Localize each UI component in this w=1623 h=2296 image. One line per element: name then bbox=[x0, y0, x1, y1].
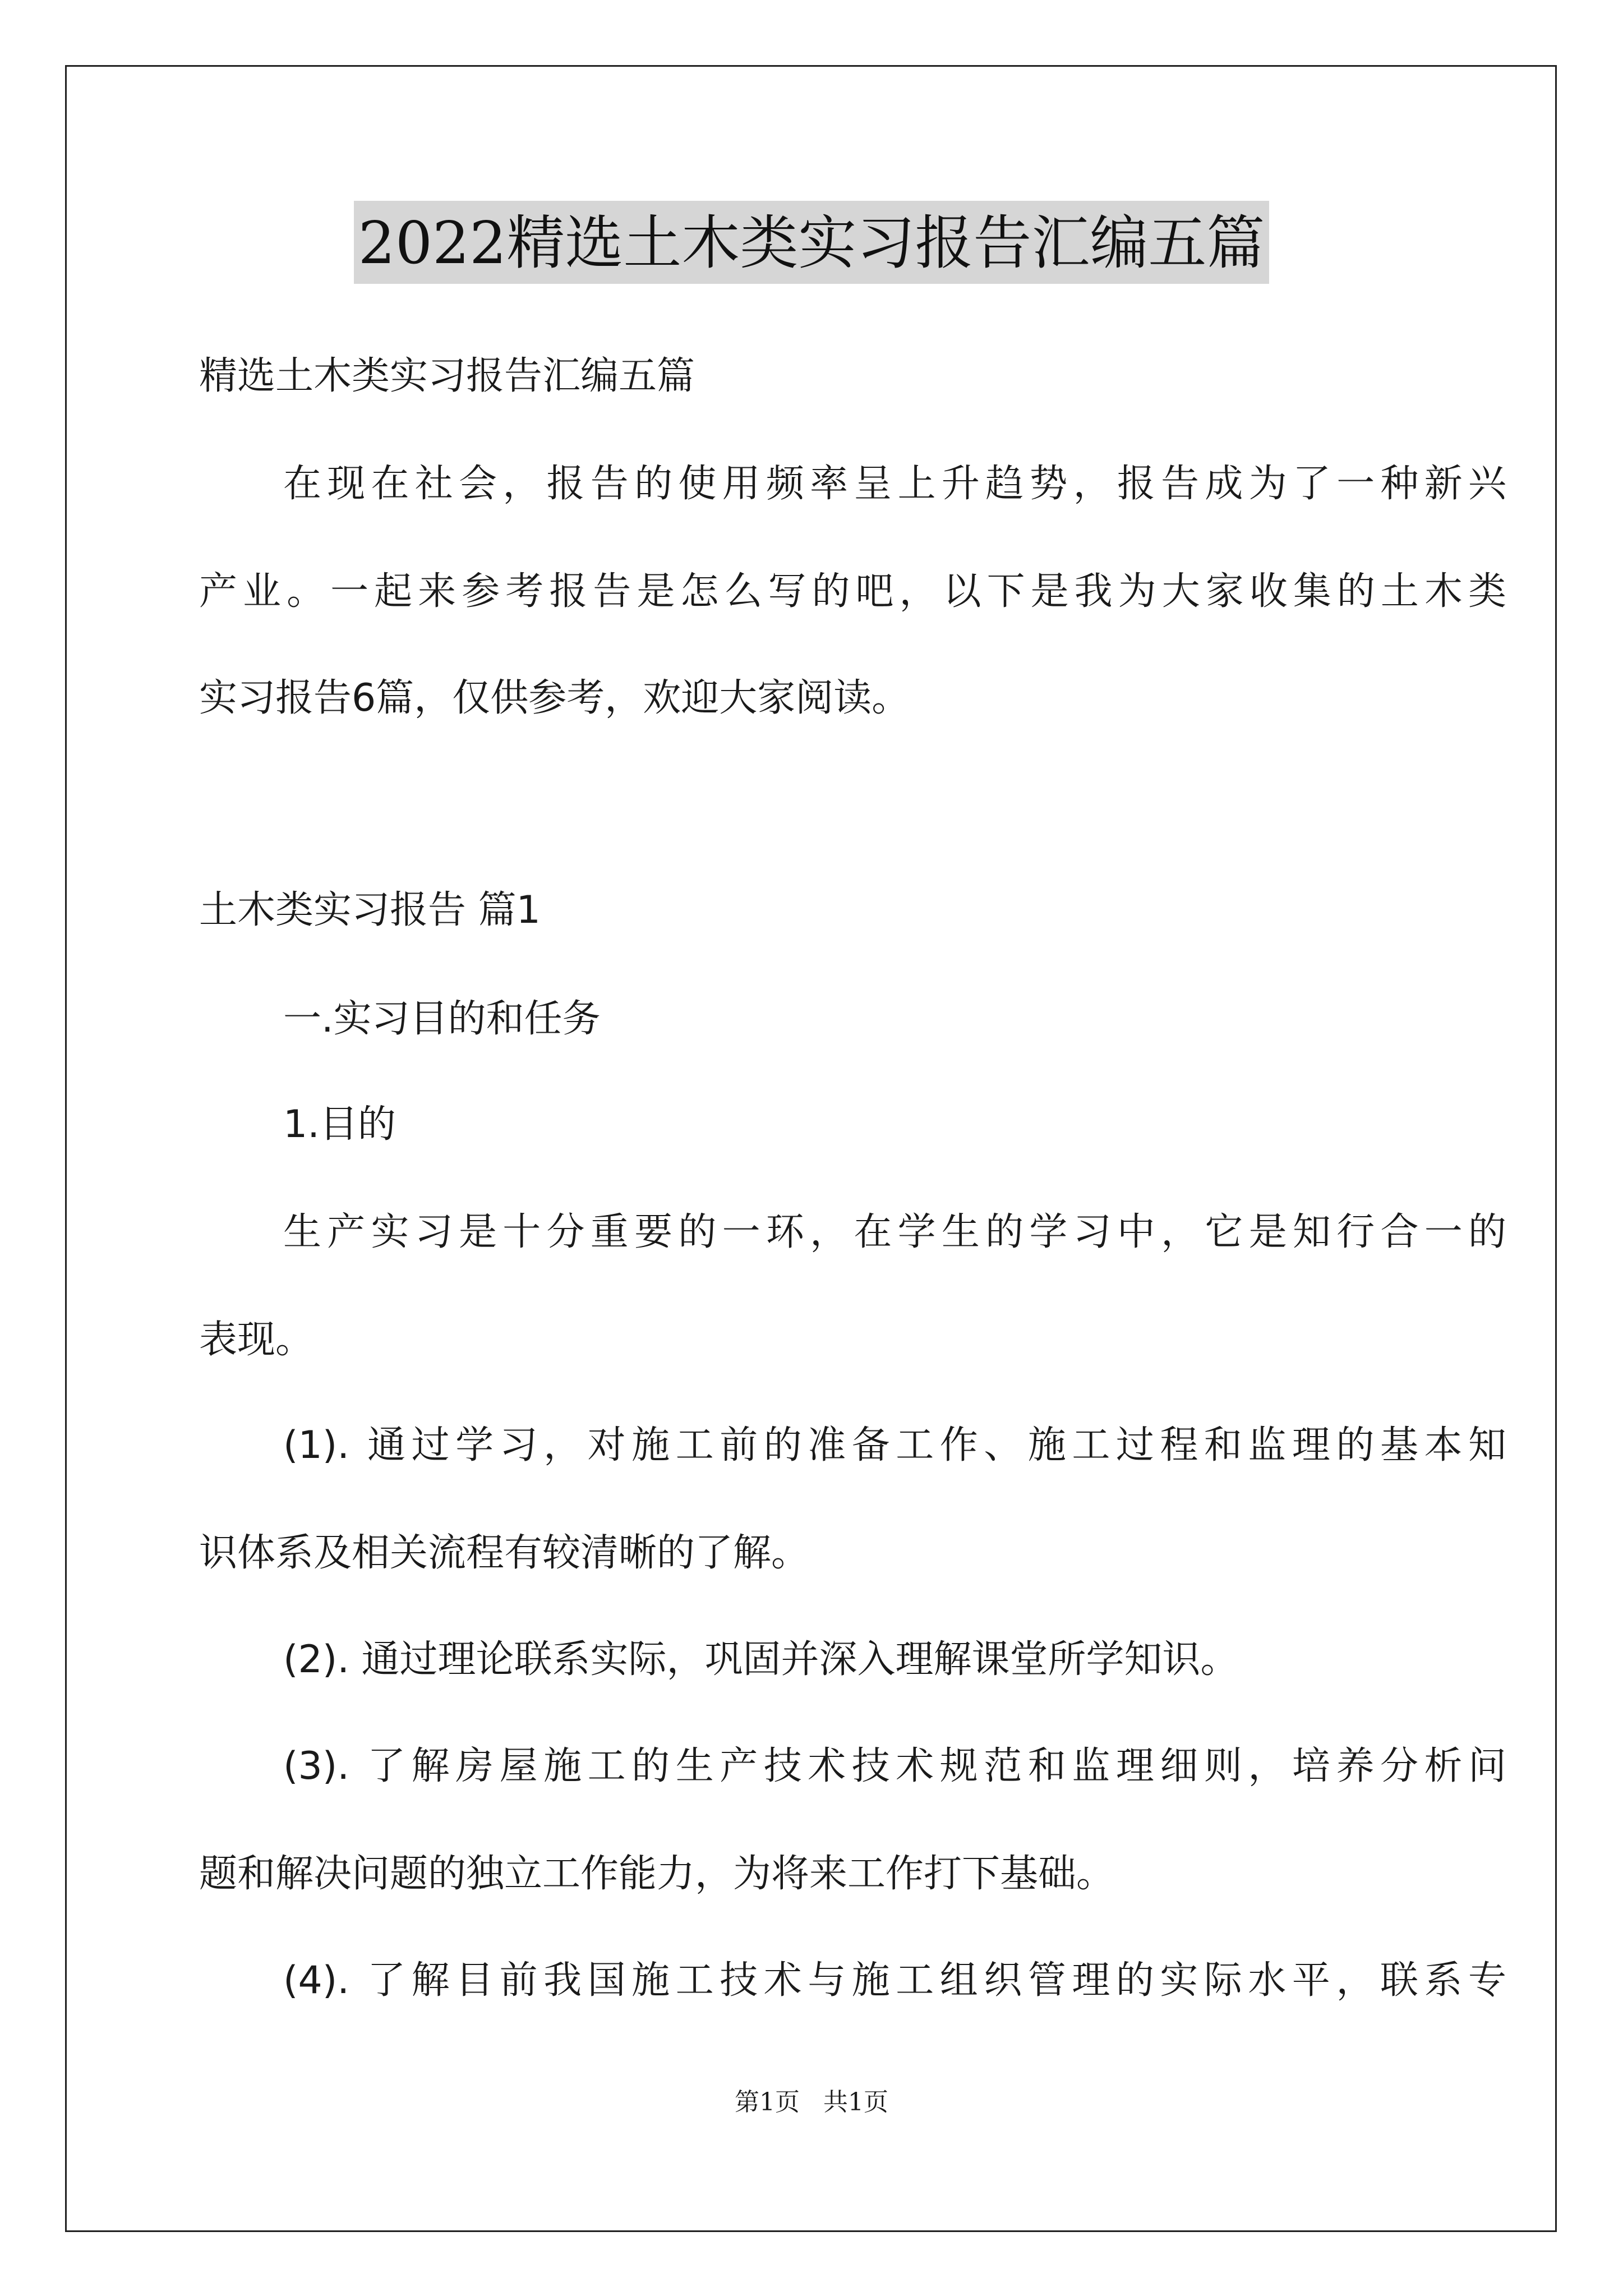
intro-line-3: 实习报告6篇，仅供参考，欢迎大家阅读。 bbox=[199, 676, 910, 720]
outline-heading: 一.实习目的和任务 bbox=[283, 997, 601, 1041]
document-title: 2022精选土木类实习报告汇编五篇 bbox=[354, 201, 1270, 284]
body-line-1: 生产实习是十分重要的一环，在学生的学习中，它是知行合一的 bbox=[283, 1210, 1506, 1254]
body-line-2: 表现。 bbox=[199, 1318, 314, 1362]
sub-heading: 1.目的 bbox=[283, 1102, 396, 1147]
section-heading: 土木类实习报告 篇1 bbox=[199, 888, 541, 932]
body-line-4: 识体系及相关流程有较清晰的了解。 bbox=[199, 1531, 810, 1575]
body-line-3: (1). 通过学习，对施工前的准备工作、施工过程和监理的基本知 bbox=[283, 1423, 1506, 1467]
document-subtitle: 精选土木类实习报告汇编五篇 bbox=[199, 354, 695, 398]
body-line-7: 题和解决问题的独立工作能力，为将来工作打下基础。 bbox=[199, 1852, 1115, 1896]
intro-line-1: 在现在社会，报告的使用频率呈上升趋势，报告成为了一种新兴 bbox=[283, 462, 1506, 506]
body-line-8: (4). 了解目前我国施工技术与施工组织管理的实际水平，联系专 bbox=[283, 1958, 1506, 2003]
intro-line-2: 产业。一起来参考报告是怎么写的吧，以下是我为大家收集的土木类 bbox=[199, 569, 1506, 614]
page-number-footer: 第1页 共1页 bbox=[735, 2088, 888, 2116]
body-line-6: (3). 了解房屋施工的生产技术技术规范和监理细则，培养分析问 bbox=[283, 1744, 1506, 1788]
title-container bbox=[0, 201, 1623, 284]
body-line-5: (2). 通过理论联系实际，巩固并深入理解课堂所学知识。 bbox=[283, 1637, 1239, 1682]
